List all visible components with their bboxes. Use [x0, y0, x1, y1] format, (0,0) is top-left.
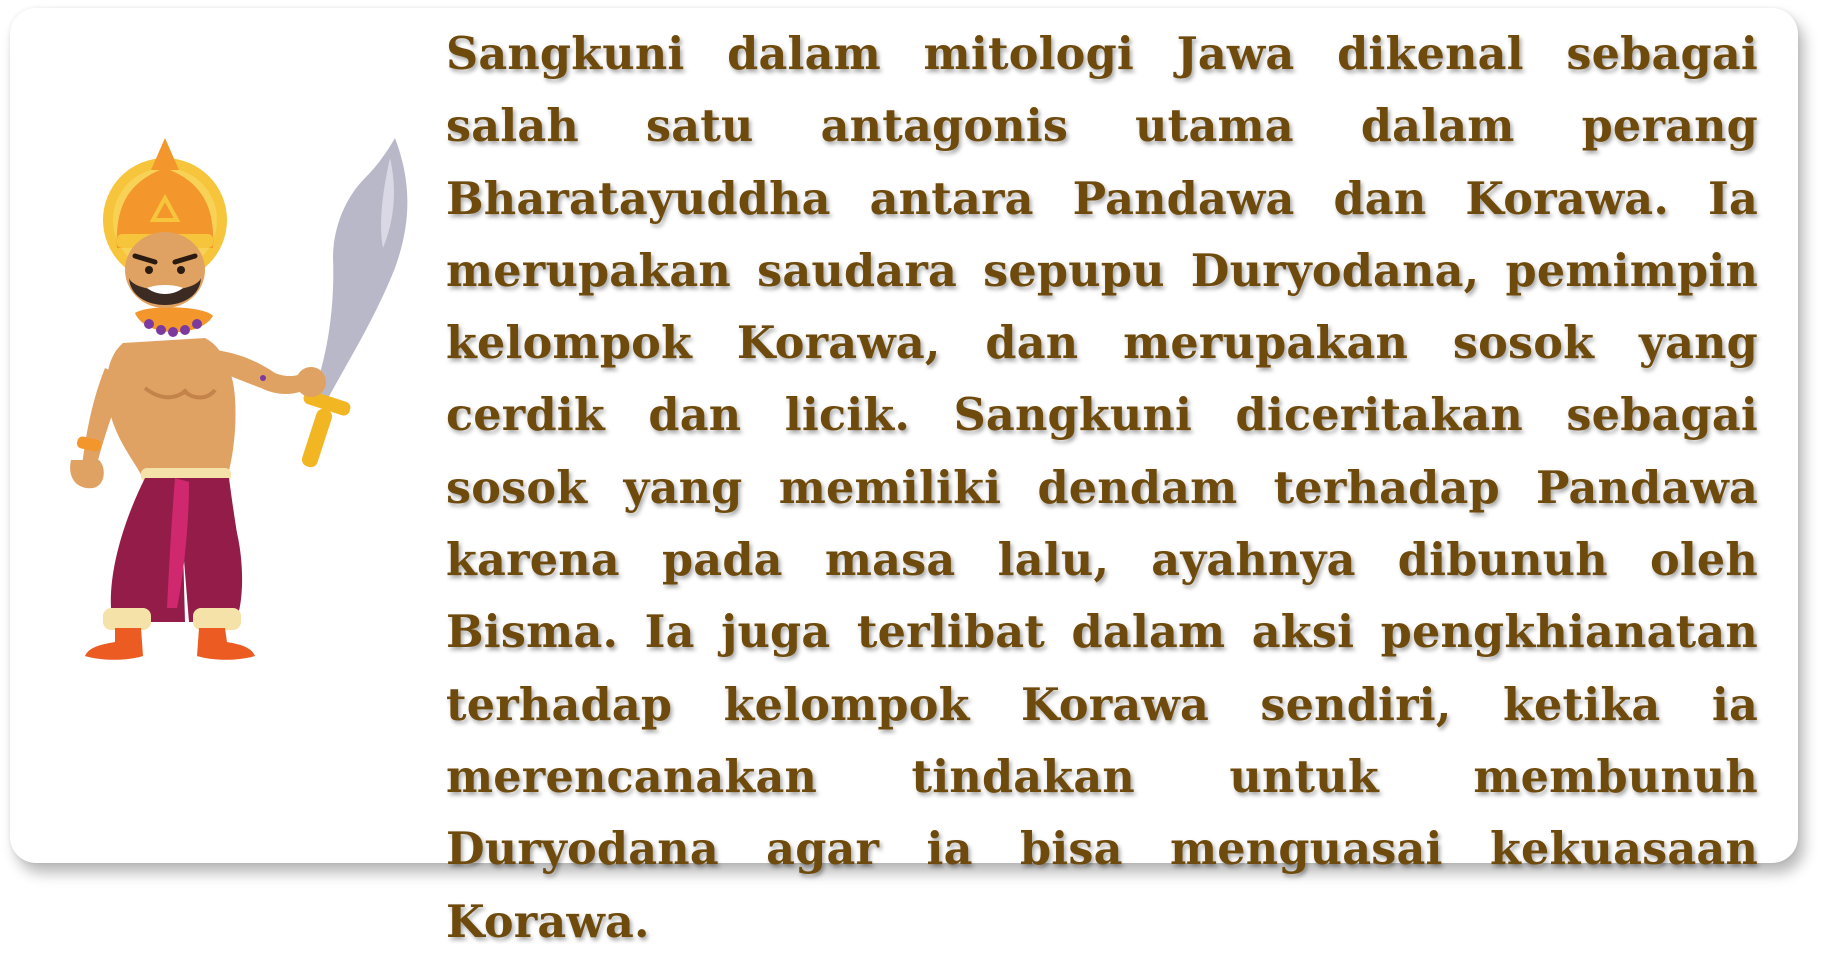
story-paragraph: Sangkuni dalam mitologi Jawa dikenal sebagai salah satu antagonis utama dalam perang Bharatayuddha antara Pandawa dan Korawa. Ia merupakan saudara sepupu Duryodana, pemimpin kelompok Korawa, dan merupakan sosok yang cerdik dan licik. Sangkuni diceritakan sebagai sosok yang memiliki dendam terhadap Pandawa karena pada masa lalu, ayahnya dibunuh oleh Bisma. Ia juga terlibat dalam aksi pengkhianatan terhadap kelompok Korawa sendiri, ketika ia merencanakan tindakan untuk membunuh Duryodana agar ia bisa menguasai kekuasaan Korawa. [446, 28, 1758, 948]
sangkuni-character-illustration [65, 138, 435, 738]
story-card [10, 8, 1798, 948]
